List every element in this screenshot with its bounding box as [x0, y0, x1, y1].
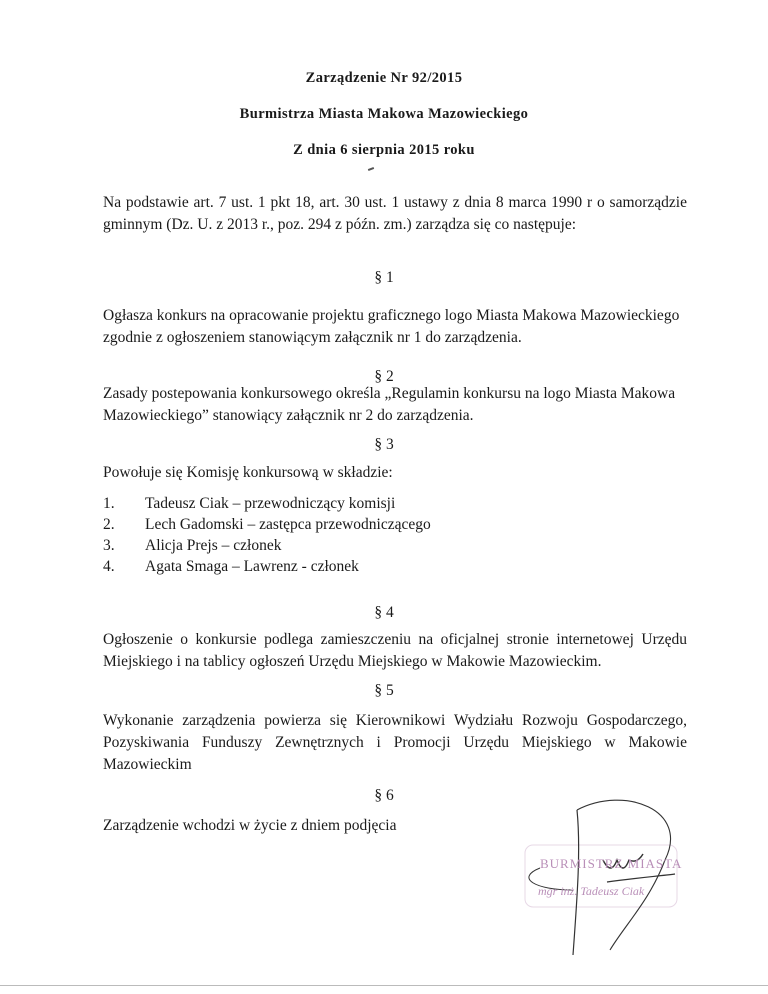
- section-3-text: Powołuje się Komisję konkursową w składzie:: [103, 464, 393, 481]
- section-6-mark: § 6: [374, 787, 394, 804]
- section-5-mark: § 5: [374, 682, 394, 699]
- list-item: 2. Lech Gadomski – zastępca przewodniczącego: [103, 516, 431, 533]
- document-date: Z dnia 6 sierpnia 2015 roku: [293, 142, 475, 158]
- section-4-text: Ogłoszenie o konkursie podlega zamieszczeniu na oficjalnej stronie internetowej Urzędu Miejskiego i na tablicy ogłoszeń Urzędu Miejskiego w Makowie Mazowieckim.: [103, 631, 687, 670]
- document-title: Zarządzenie Nr 92/2015: [305, 70, 463, 86]
- section-3-mark: § 3: [374, 436, 394, 453]
- section-2-text: Zasady postepowania konkursowego określa „Regulamin konkursu na logo Miasta Makowa Mazowieckiego” stanowiący załącznik nr 2 do zarządzenia.: [103, 385, 676, 424]
- document-issuer: Burmistrza Miasta Makowa Mazowieckiego: [239, 106, 529, 122]
- signature-stroke: [573, 810, 579, 955]
- signature-stroke: [577, 800, 671, 950]
- page-edge-divider: [0, 985, 768, 986]
- section-2-mark: § 2: [374, 368, 394, 385]
- section-6-text: Zarządzenie wchodzi w życie z dniem podjęcia: [103, 817, 397, 834]
- preamble: Na podstawie art. 7 ust. 1 pkt 18, art. 30 ust. 1 ustawy z dnia 8 marca 1990 r o samorządzie gminnym (Dz. U. z 2013 r., poz. 294 z późn. zm.) zarządza się co następuje:: [103, 194, 687, 233]
- pen-mark: [368, 167, 374, 171]
- list-item: 1. Tadeusz Ciak – przewodniczący komisji: [103, 495, 396, 512]
- list-item: 3. Alicja Prejs – członek: [103, 537, 282, 554]
- stamp-title: BURMISTRZ MIASTA: [540, 856, 683, 871]
- committee-list: [103, 493, 431, 577]
- stamp-name: mgr inż. Tadeusz Ciak: [538, 884, 645, 898]
- section-5-text: Wykonanie zarządzenia powierza się Kierownikowi Wydziału Rozwoju Gospodarczego, Pozyskiwania Funduszy Zewnętrznych i Promocji Urzędu Miejskiego w Makowie Mazowieckim: [103, 712, 687, 773]
- signature-underline: [607, 874, 675, 882]
- signature-stamp: [515, 790, 695, 960]
- list-item: 4. Agata Smaga – Lawrenz - członek: [103, 558, 359, 575]
- section-4-mark: § 4: [374, 604, 394, 621]
- section-1-text: Ogłasza konkurs na opracowanie projektu graficznego logo Miasta Makowa Mazowieckiego zgodnie z ogłoszeniem stanowiącym załącznik nr 1 do zarządzenia.: [103, 307, 680, 346]
- section-1-mark: § 1: [374, 269, 394, 286]
